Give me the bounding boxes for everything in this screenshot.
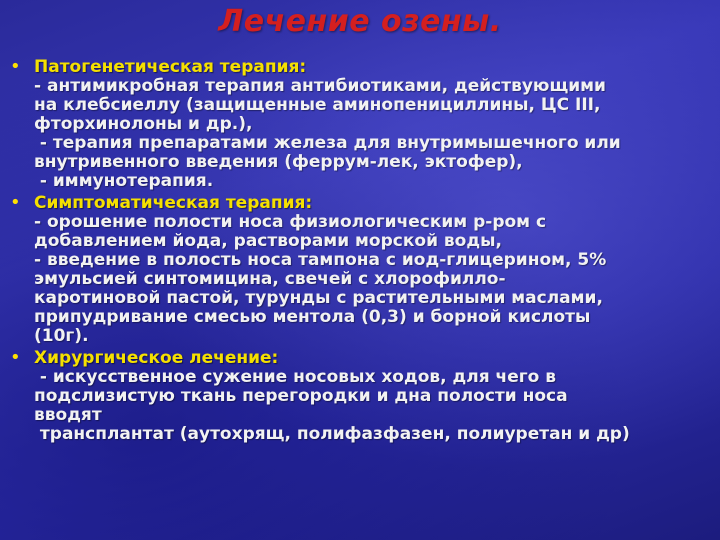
text-line: подслизистую ткань перегородки и дна полости носа xyxy=(34,386,568,406)
bullet-icon: • xyxy=(10,192,21,213)
section-surgical xyxy=(0,349,720,444)
bullet-icon: • xyxy=(10,56,21,77)
section-pathogenetic xyxy=(0,58,720,191)
text-line: - введение в полость носа тампона с иод-глицерином, 5% xyxy=(34,250,607,270)
text-line: добавлением йода, растворами морской воды, xyxy=(34,231,502,251)
text-line: (10г). xyxy=(34,326,89,346)
text-line: - антимикробная терапия антибиотиками, действующими xyxy=(34,76,606,96)
text-line: припудривание смесью ментола (0,3) и борной кислоты xyxy=(34,307,591,327)
text-line: на клебсиеллу (защищенные аминопенициллины, ЦС III, xyxy=(34,95,601,115)
bullet-icon: • xyxy=(10,347,21,368)
text-line: вводят xyxy=(34,405,102,425)
section-heading: Хирургическое лечение: xyxy=(34,348,279,368)
text-line: трансплантат (аутохрящ, полифазфазен, полиуретан и др) xyxy=(34,424,630,444)
slide-title: Лечение озены. xyxy=(218,4,502,39)
text-line: эмульсией синтомицина, свечей с хлорофилло- xyxy=(34,269,506,289)
text-line: - иммунотерапия. xyxy=(34,171,214,191)
text-line: - орошение полости носа физиологическим р-ром с xyxy=(34,212,547,232)
section-heading: Симптоматическая терапия: xyxy=(34,193,313,213)
slide-content xyxy=(0,58,720,444)
text-line: внутривенного введения (феррум-лек, эктофер), xyxy=(34,152,523,172)
section-heading: Патогенетическая терапия: xyxy=(34,57,307,77)
text-line: - искусственное сужение носовых ходов, для чего в xyxy=(34,367,556,387)
text-line: каротиновой пастой, турунды с растительными маслами, xyxy=(34,288,603,308)
text-line: - терапия препаратами железа для внутримышечного или xyxy=(34,133,621,153)
text-line: фторхинолоны и др.), xyxy=(34,114,253,134)
section-symptomatic xyxy=(0,194,720,346)
